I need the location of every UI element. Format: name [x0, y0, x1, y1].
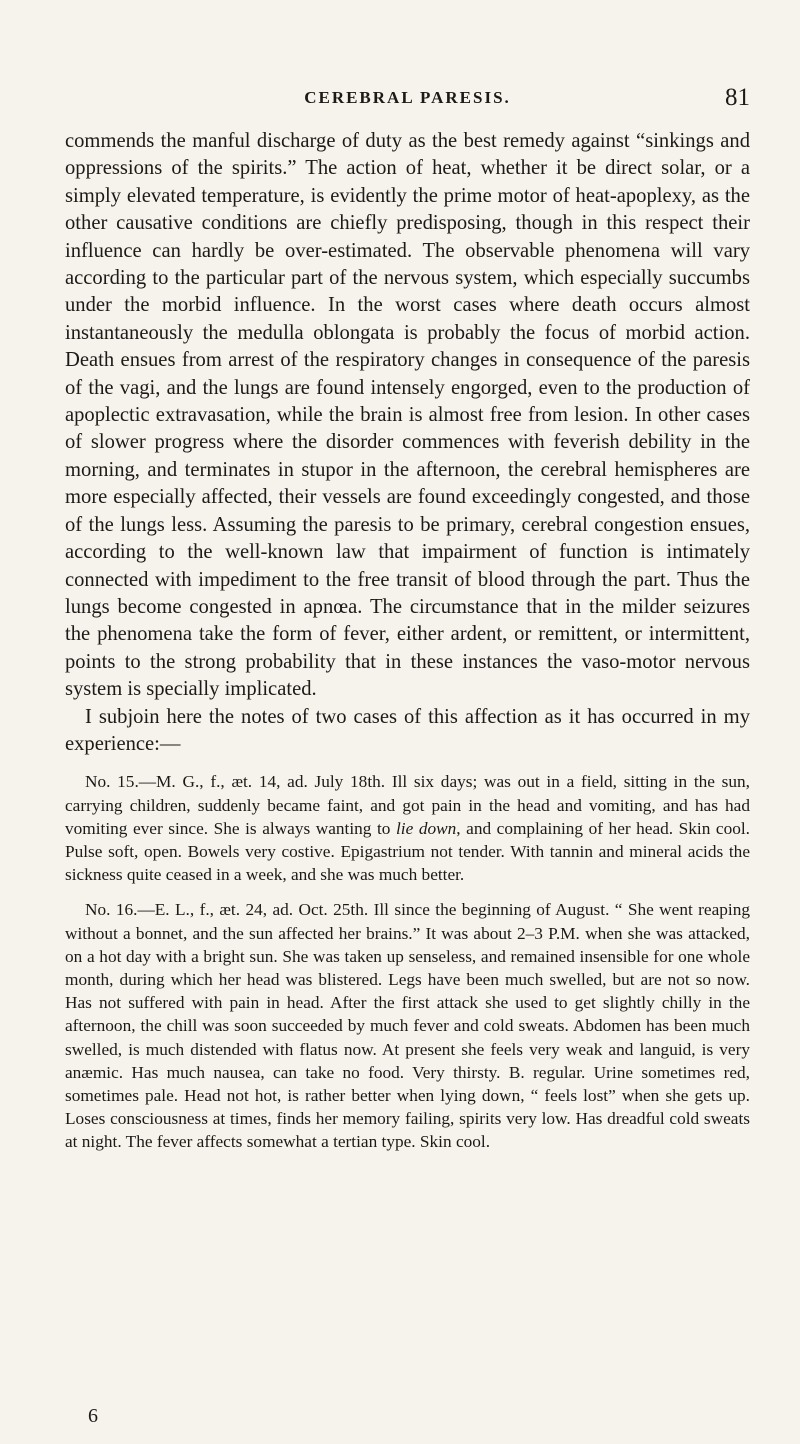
page-number: 81	[725, 84, 750, 111]
case-note-16: No. 16.—E. L., f., æt. 24, ad. Oct. 25th. Ill since the beginning of August. “ She went reaping without a bonnet, and the sun affected her brains.” It was about 2–3 P.M. when she was attacked, on a hot day with a bright sun. She was taken up senseless, and remained insensible for one whole month, during which her head was blistered. Legs have been much swelled, but are not so now. Has not suffered with pain in head. After the first attack she used to get slightly chilly in the afternoon, the chill was soon succeeded by much fever and cold sweats. Abdomen has been much swelled, is much distended with flatus now. At present she feels very weak and languid, is very anæmic. Has much nausea, can take no food. Very thirsty. B. regular. Urine sometimes red, sometimes pale. Head not hot, is rather better when lying down, “ feels lost” when she gets up. Loses consciousness at times, finds her memory failing, spirits very low. Has dreadful cold sweats at night. The fever affects somewhat a tertian type. Skin cool.	[65, 900, 750, 1152]
case-15-text-a: No. 15.—M. G., f., æt. 14, ad. July 18th. Ill six days; was out in a field, sitting in the sun, carrying children, suddenly became faint, and got pain in the head and vomiting, and has had vomiting ever since. She is always wanting to	[65, 772, 750, 838]
signature-mark: 6	[88, 1405, 98, 1427]
paragraph-subjoin: I subjoin here the notes of two cases of this affection as it has occurred in my experience:—	[65, 705, 750, 755]
case-15-text-b: , and complaining of her head. Skin cool. Pulse soft, open. Bowels very costive. Epigastrium not tender. With tannin and mineral acids the sickness quite ceased in a week, and she was much better.	[65, 818, 750, 885]
page-header	[65, 84, 750, 114]
running-head: CEREBRAL PARESIS.	[304, 88, 511, 107]
case-note-15	[65, 770, 750, 886]
paragraph-heat-apoplexy: commends the manful discharge of duty as the best remedy against “sinkings and oppressions of the spirits.” The action of heat, whether it be direct solar, or a simply elevated temperature, is evidently the prime motor of heat-apoplexy, as the other causative conditions are chiefly predisposing, though in this respect their influence can hardly be over-estimated. The observable phenomena will vary according to the particular part of the nervous system, which especially succumbs under the morbid influence. In the worst cases where death occurs almost instantaneously the medulla oblongata is probably the focus of morbid action. Death ensues from arrest of the respiratory changes in consequence of the paresis of the vagi, and the lungs are found intensely engorged, even to the production of apoplectic extravasation, while the brain is almost free from lesion. In other cases of slower progress where the disorder commences with feverish debility in the morning, and terminates in stupor in the afternoon, the cerebral hemispheres are more especially affected, their vessels are found exceedingly congested, and those of the lungs less. Assuming the paresis to be primary, cerebral congestion ensues, according to the well-known law that impairment of function is intimately connected with impediment to the free transit of blood through the part. Thus the lungs become congested in apnœa. The circumstance that in the milder seizures the phenomena take the form of fever, either ardent, or remittent, or intermittent, points to the strong probability that in these instances the vaso-motor nervous system is specially implicated.	[65, 130, 750, 701]
page-body	[65, 128, 750, 1154]
case-15-italic: lie down	[395, 818, 457, 838]
